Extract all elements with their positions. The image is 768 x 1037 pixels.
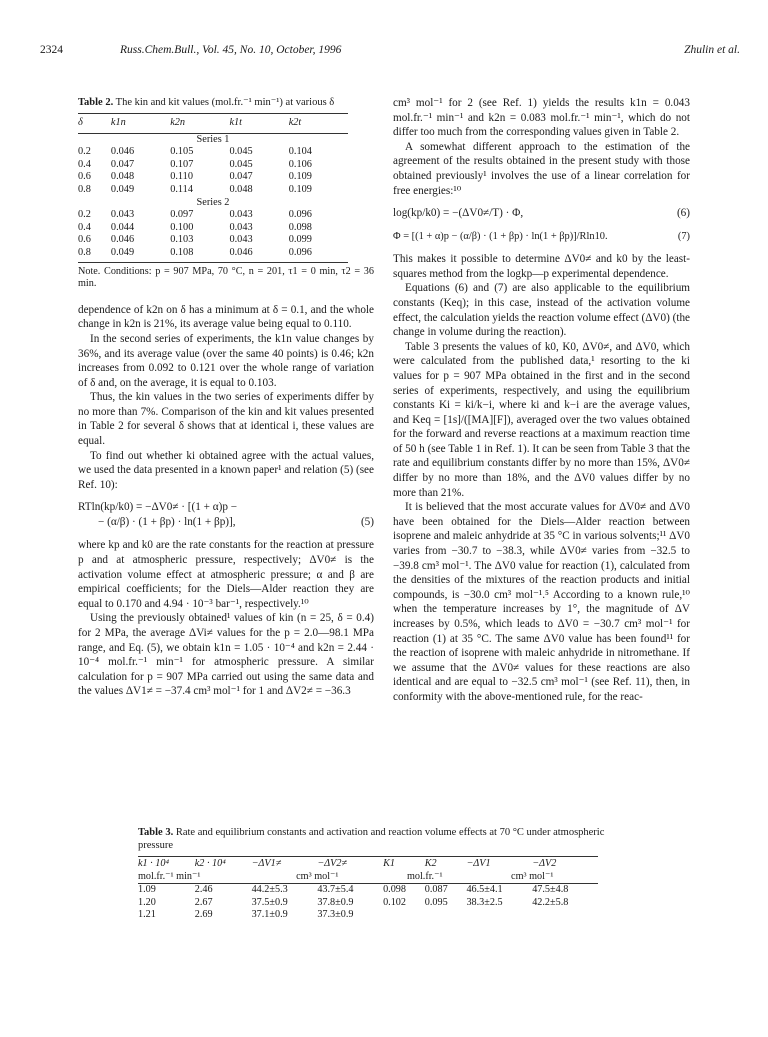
table3-caption (138, 826, 638, 852)
table2 (78, 113, 348, 263)
t2-cell: 0.109 (288, 171, 312, 183)
journal-citation: Russ.Chem.Bull., Vol. 45, No. 10, October, 1996 (120, 44, 342, 56)
t2-cell: 0.049 (111, 247, 170, 262)
t3-cell: 46.5±4.1 (466, 884, 503, 895)
t2-cell: 0.8 (78, 247, 111, 262)
right-paragraph-1: cm³ mol⁻¹ for 2 (see Ref. 1) yields the results k1n = 0.043 mol.fr.⁻¹ min⁻¹ and k2n = 0.083 mol.fr.⁻¹ min⁻¹, which do not differ too much from the corresponding values given in Table 2. (393, 97, 690, 139)
t3-cell: 38.3±2.5 (466, 896, 503, 908)
left-column (78, 96, 374, 699)
t3-row (138, 909, 598, 922)
eq5-line-2: − (α/β) · (1 + βp) · ln(1 + βp)], (98, 516, 236, 529)
t2-cell: 0.048 (110, 171, 135, 183)
t2-cell: 0.043 (229, 221, 253, 233)
table3-body (138, 884, 598, 922)
page-number: 2324 (40, 44, 63, 56)
t2-cell: 0.108 (170, 247, 229, 262)
t2-row (78, 209, 348, 222)
t2-cell: 0.045 (229, 158, 253, 170)
t3-cell: 0.087 (424, 884, 448, 895)
right-paragraph-2: A somewhat different approach to the estimation of the agreement of the results obtained in the present study with those obtained previously¹ involves the use of a linear correlation for free energies:¹⁰ (393, 140, 690, 197)
equation-7 (393, 229, 690, 244)
t2-cell: 0.106 (288, 158, 312, 170)
t3-cell: 42.2±5.8 (532, 896, 569, 908)
t2-cell: 0.045 (229, 146, 253, 158)
t2-row (78, 247, 348, 262)
eq7-number: (7) (677, 231, 690, 243)
t2-cell: 0.098 (288, 221, 312, 233)
eq7-text: Φ = [(1 + α)p − (α/β) · (1 + βp) · ln(1 + βp)]/Rln10. (393, 231, 608, 243)
t3-cell: 2.46 (194, 884, 213, 895)
t2-cell: 0.096 (288, 209, 312, 221)
eq6-text: log(kp/k0) = −(ΔV0≠/T) · Φ, (393, 207, 524, 220)
t2-cell: 0.043 (229, 209, 253, 221)
left-paragraph-2: In the second series of experiments, the k1n value changes by 36%, and its average value (over the same 40 points) is 0.46; k2n increases from 0.092 to 0.121 over the whole range of variation of δ and, on the average, it is equal to 0.103. (78, 332, 374, 389)
left-paragraph-5: where kp and k0 are the rate constants for the reaction at pressure p and at atmospheric pressure, respectively; ΔV0≠ is the activation volume effect at atmospheric pressure; α and β are empirical coefficients; for the Diels—Alder reaction they are equal to 0.170 and 4.94 · 10⁻³ bar⁻¹, respectively.¹⁰ (78, 539, 374, 610)
t2-cell: 0.097 (170, 209, 194, 221)
eq5-number: (5) (360, 516, 374, 529)
t2-row (78, 222, 348, 235)
t2-cell: 0.114 (170, 183, 193, 195)
table3-label: Table 3. (138, 827, 174, 838)
t3-cell: 2.69 (194, 909, 213, 921)
t3-cell (466, 909, 532, 922)
t3-cell: 0.098 (383, 884, 406, 895)
t3-cell: 37.3±0.9 (317, 909, 354, 921)
t2-cell: 0.043 (229, 234, 253, 246)
equation-5 (78, 500, 374, 530)
t2-cell: 0.046 (229, 247, 288, 262)
t2-cell: 0.099 (288, 234, 312, 246)
t2-col-k1n: k1n (111, 114, 170, 134)
t2-cell: 0.104 (288, 146, 312, 158)
t2-cell: 0.046 (110, 234, 135, 246)
t3-cell (425, 909, 467, 922)
t3-cell: 1.21 (138, 909, 156, 921)
t3-cell: 37.8±0.9 (317, 896, 354, 908)
t2-cell: 0.103 (170, 234, 194, 246)
t2-cell: 0.4 (78, 221, 91, 233)
eq6-number: (6) (676, 207, 690, 220)
t3-h-dv2a: −ΔV2≠ (317, 857, 383, 871)
t2-cell: 0.096 (289, 247, 348, 262)
table3-block (138, 826, 638, 922)
t3-cell: 2.67 (194, 896, 213, 908)
t2-col-k2n: k2n (170, 114, 229, 134)
t2-cell: 0.8 (78, 183, 91, 195)
running-header (40, 44, 740, 60)
t2-cell: 0.046 (110, 146, 135, 158)
t3-cell: 1.20 (138, 896, 156, 908)
left-paragraph-1: dependence of k2n on δ has a minimum at δ = 0.1, and the whole change in k2n is 21%, its average value being equal to 0.110. (78, 303, 374, 331)
t3-unit-rate: mol.fr.⁻¹ min⁻¹ (138, 870, 252, 884)
table3-caption-text: Rate and equilibrium constants and activation and reaction volume effects at 70 °C under atmospheric pressure (138, 827, 605, 851)
t2-col-k1t: k1t (229, 114, 288, 134)
t3-h-dv2: −ΔV2 (532, 857, 598, 871)
right-paragraph-3: This makes it possible to determine ΔV0≠ and k0 by the least-squares method from the logkp—p experimental dependence. (393, 253, 690, 280)
t2-row (78, 171, 348, 184)
t3-h-K1: K1 (383, 857, 425, 871)
t2-cell: 0.048 (229, 183, 253, 195)
t2-cell: 0.6 (78, 234, 91, 246)
series-label: Series 1 (196, 133, 230, 145)
t3-cell: 37.1±0.9 (251, 909, 288, 921)
t2-cell: 0.044 (110, 221, 135, 233)
left-paragraph-6: Using the previously obtained¹ values of kin (n = 25, δ = 0.4) for 2 MPa, the average ΔVi≠ values for the p = 2.0—98.1 MPa range, and Eq. (5), we obtain k1n = 1.05 · 10⁻⁴ and k2n = 2.44 · 10⁻⁴ mol.fr.⁻¹ min⁻¹ for atmospheric pressure. A similar calculation for p = 907 MPa carried out using the same data and the values ΔV1≠ = −37.4 cm³ mol⁻¹ for 1 and ΔV2≠ = −36.3 (78, 612, 374, 698)
t3-cell: 47.5±4.8 (532, 884, 569, 895)
table2-caption-text: The kin and kit values (mol.fr.⁻¹ min⁻¹) at various δ (115, 97, 335, 108)
series-label-row (78, 197, 348, 210)
t2-cell: 0.6 (78, 171, 91, 183)
t2-cell: 0.2 (78, 209, 91, 221)
t3-cell: 43.7±5.4 (317, 884, 354, 895)
table2-body (78, 133, 348, 262)
left-paragraph-3: Thus, the kin values in the two series of experiments differ by no more than 7%. Comparison of the kin and kit values presented in Table 2 for several δ shows that at identical i, these values are equal. (78, 391, 374, 448)
t3-cell: 1.09 (138, 884, 156, 895)
t3-cell: 0.095 (424, 896, 448, 908)
t2-row (78, 146, 348, 159)
t3-cell (383, 909, 425, 922)
t2-cell: 0.107 (170, 158, 194, 170)
t2-cell: 0.2 (78, 146, 91, 158)
t2-cell: 0.049 (110, 183, 135, 195)
right-paragraph-6: It is believed that the most accurate values for ΔV0≠ and ΔV0 have been obtained for the Diels—Alder reaction between isoprene and maleic anhydride at 35 °C in various solvents;¹¹ ΔV0 varies from −30.7 to −38.3, while ΔV0≠ varies from −32.5 to −39.8 cm³ mol⁻¹. The ΔV0 value for reaction (1), calculated from the densities of the mixtures of the reaction products and initial compounds, is −30.0 cm³ mol⁻¹.⁵ According to a known rule,¹⁰ when the temperature increases by 1°, the magnitude of ΔV increases by 0.5%, which leads to ΔV0 = −30.7 cm³ mol⁻¹ for reaction (1) at 35 °C. The same ΔV0 value has been found¹¹ for the reaction of isoprene with maleic anhydride in nitromethane. If we assume that the ΔV0≠ values for these reactions are also identical and are equal to −32.5 cm³ mol⁻¹ (see Ref. 11), then, in conformity with the above-mentioned rule, for the reac- (393, 501, 690, 703)
t3-h-k1: k1 · 10⁴ (138, 857, 195, 871)
t3-cell: 44.2±5.3 (251, 884, 288, 895)
right-paragraph-4: Equations (6) and (7) are also applicable to the equilibrium constants (Keq); in this case, instead of the activation volume effect, the calculation yields the reaction volume effect (ΔV0) (the change in volume during the reaction). (393, 282, 690, 339)
right-paragraph-5: Table 3 presents the values of k0, K0, ΔV0≠, and ΔV0, which were calculated from the published data,¹ resorting to the ki values for p = 907 MPa obtained in the first and in the second series of experiments, respectively, and using the equilibrium constants Ki = ki/k−i, where ki and k−i are the average values, and Keq = [1s]/([MA][F]), averaged over the two values obtained for the forward and reverse reactions at a maximum reaction time of 50 h (see Table 1 in Ref. 1). It can be seen from Table 3 that the rate and equilibrium constants differ by no more than 15%, ΔV0≠ differ by no more than 18%, and the ΔV0 values differ by no more than 21%. (393, 340, 690, 499)
t2-cell: 0.047 (110, 158, 135, 170)
series-label-row (78, 133, 348, 146)
running-author: Zhulin et al. (684, 44, 740, 56)
right-column (393, 96, 690, 705)
t3-unit-activation: cm³ mol⁻¹ (252, 870, 384, 884)
t3-h-k2: k2 · 10⁴ (195, 857, 252, 871)
eq5-line-1: RTln(kp/k0) = −ΔV0≠ · [(1 + α)p − (78, 501, 238, 514)
t2-col-delta: δ (78, 114, 111, 134)
t3-unit-equilibrium: mol.fr.⁻¹ (383, 870, 466, 884)
table2-caption (78, 96, 374, 109)
series-label: Series 2 (196, 196, 230, 208)
table3 (138, 856, 598, 922)
t3-h-K2: K2 (425, 857, 467, 871)
t2-row (78, 234, 348, 247)
t3-cell (532, 909, 598, 922)
t2-cell: 0.100 (170, 221, 194, 233)
equation-6 (393, 206, 690, 221)
t2-row (78, 184, 348, 197)
t3-cell: 0.102 (383, 896, 406, 908)
table2-label: Table 2. (78, 97, 114, 108)
t2-row (78, 159, 348, 172)
t2-cell: 0.105 (170, 146, 194, 158)
left-paragraph-4: To find out whether ki obtained agree with the actual values, we used the data presented in a known paper¹ and relation (5) (see Ref. 10): (78, 449, 374, 491)
t3-h-dv1: −ΔV1 (466, 857, 532, 871)
t2-cell: 0.047 (229, 171, 253, 183)
t2-cell: 0.4 (78, 158, 91, 170)
t2-cell: 0.109 (288, 183, 312, 195)
t3-row (138, 884, 598, 897)
t2-cell: 0.110 (170, 171, 193, 183)
t3-unit-reaction: cm³ mol⁻¹ (466, 870, 598, 884)
t3-row (138, 897, 598, 910)
table2-note: Note. Conditions: p = 907 MPa, 70 °C, n = 201, τ1 = 0 min, τ2 = 36 min. (78, 265, 374, 290)
eq5-line-2-wrap (78, 515, 374, 530)
t3-h-dv1a: −ΔV1≠ (252, 857, 318, 871)
t2-col-k2t: k2t (289, 114, 348, 134)
t3-cell: 37.5±0.9 (251, 896, 288, 908)
t2-cell: 0.043 (110, 209, 135, 221)
